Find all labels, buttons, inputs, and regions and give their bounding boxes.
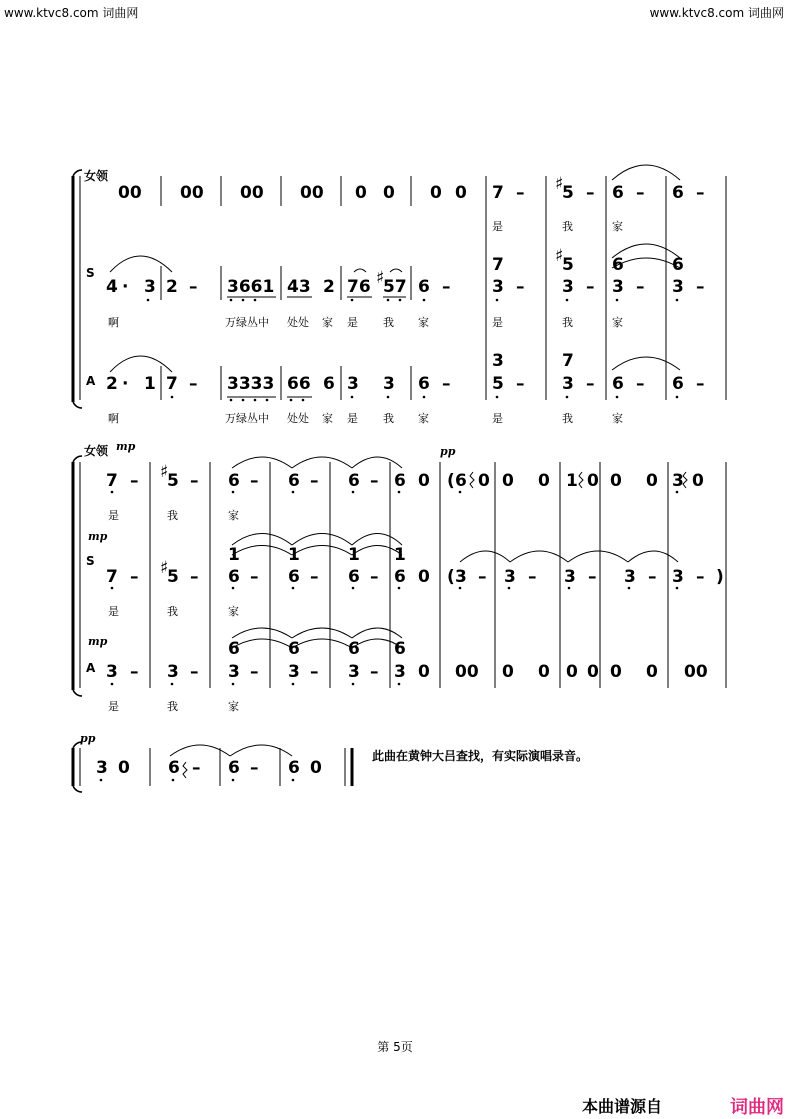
note: – <box>636 183 645 203</box>
note: 0 <box>587 662 599 682</box>
note: 5 <box>562 255 574 275</box>
note: 3 <box>672 471 684 491</box>
dynamic-mark: mp <box>116 440 136 453</box>
lyric: 万绿丛中 <box>225 316 269 329</box>
note: – <box>370 567 379 587</box>
dynamic-mark: mp <box>88 530 108 543</box>
note: 00 <box>455 662 479 682</box>
note: · <box>122 277 129 297</box>
note: 6 <box>418 374 430 394</box>
note: 00 <box>240 183 264 203</box>
sharp-sign: ♯ <box>160 462 169 482</box>
note: 2 <box>106 374 118 394</box>
lyric: 家 <box>228 605 239 618</box>
note: 6 <box>228 758 240 778</box>
note: 76 <box>347 277 371 297</box>
part-label-lead: 女领 <box>84 444 109 458</box>
note: – <box>648 567 657 587</box>
note: 1 <box>566 471 578 491</box>
note: – <box>528 567 537 587</box>
note: 1 <box>228 545 240 565</box>
note: 3 <box>144 277 156 297</box>
note: 7 <box>166 374 178 394</box>
note: 6 <box>612 374 624 394</box>
lyric: 是 <box>108 509 119 522</box>
note: 3 <box>612 277 624 297</box>
source-label: 本曲谱源自 <box>582 1097 663 1116</box>
lyric: 处处 <box>287 316 309 329</box>
note: – <box>189 277 198 297</box>
note: 6 <box>672 255 684 275</box>
note: – <box>636 277 645 297</box>
note: 3 <box>492 277 504 297</box>
note: 4 <box>106 277 118 297</box>
note: – <box>588 567 597 587</box>
note: – <box>310 662 319 682</box>
dynamic-mark: mp <box>88 635 108 648</box>
lyric: 我 <box>167 700 178 713</box>
note: 0 <box>646 471 658 491</box>
note: 43 <box>287 277 311 297</box>
note: 6 <box>612 183 624 203</box>
note: 7 <box>106 567 118 587</box>
note: 6 <box>394 471 406 491</box>
note: – <box>696 374 705 394</box>
lyric: 我 <box>562 220 573 233</box>
note: 3 <box>288 662 300 682</box>
note: – <box>190 567 199 587</box>
note: 3 <box>106 662 118 682</box>
sharp-sign: ♯ <box>555 174 564 194</box>
note: ) <box>716 567 724 587</box>
note: 66 <box>287 374 311 394</box>
system-3-text <box>80 732 588 778</box>
note: – <box>696 567 705 587</box>
note: 7 <box>492 255 504 275</box>
lyric: 我 <box>562 412 573 425</box>
note: 3 <box>672 277 684 297</box>
note: – <box>586 374 595 394</box>
note: ( <box>447 567 455 587</box>
note: – <box>636 374 645 394</box>
note: – <box>190 471 199 491</box>
note: 00 <box>118 183 142 203</box>
note: – <box>370 471 379 491</box>
note: – <box>250 758 259 778</box>
note: – <box>310 567 319 587</box>
note: 6 <box>228 471 240 491</box>
part-label-soprano: S <box>86 266 95 280</box>
note: 3661 <box>227 277 275 297</box>
note: – <box>442 277 451 297</box>
note: 0 <box>646 662 658 682</box>
lyric: 是 <box>347 412 358 425</box>
sharp-sign: ♯ <box>376 268 385 288</box>
lyric: 家 <box>612 316 623 329</box>
note: 1 <box>394 545 406 565</box>
note: 6 <box>418 277 430 297</box>
note: – <box>586 277 595 297</box>
note: – <box>442 374 451 394</box>
note: 0 <box>692 471 704 491</box>
note: 6 <box>228 639 240 659</box>
note: – <box>250 567 259 587</box>
note: 0 <box>383 183 395 203</box>
note: – <box>478 567 487 587</box>
note: 0 <box>418 662 430 682</box>
note: 5 <box>492 374 504 394</box>
note: 7 <box>492 183 504 203</box>
note: 0 <box>566 662 578 682</box>
note: 3 <box>383 374 395 394</box>
note: 0 <box>478 471 490 491</box>
lyric: 我 <box>562 316 573 329</box>
note: · <box>122 374 129 394</box>
note: 7 <box>562 351 574 371</box>
lyric: 是 <box>492 316 503 329</box>
lyric: 家 <box>322 316 333 329</box>
note: 0 <box>355 183 367 203</box>
note: 3 <box>348 662 360 682</box>
note: 6 <box>288 639 300 659</box>
note: – <box>250 662 259 682</box>
note: 6 <box>672 183 684 203</box>
note: 1 <box>288 545 300 565</box>
lyric: 处处 <box>287 412 309 425</box>
system-2-text <box>84 440 724 713</box>
note: – <box>586 183 595 203</box>
note: – <box>696 183 705 203</box>
part-label-soprano: S <box>86 554 95 568</box>
lyric: 我 <box>383 412 394 425</box>
note: 3 <box>562 374 574 394</box>
note: – <box>516 183 525 203</box>
sharp-sign: ♯ <box>160 558 169 578</box>
note: 6 <box>348 639 360 659</box>
note: 3 <box>562 277 574 297</box>
note: – <box>516 277 525 297</box>
note: 5 <box>167 567 179 587</box>
part-label-alto: A <box>86 661 96 675</box>
note: 3 <box>96 758 108 778</box>
lyric: 家 <box>228 700 239 713</box>
note: 0 <box>538 662 550 682</box>
note: 1 <box>144 374 156 394</box>
lyric: 家 <box>322 412 333 425</box>
lyric: 家 <box>228 509 239 522</box>
note: 5 <box>167 471 179 491</box>
lyric: 家 <box>418 412 429 425</box>
note: 3 <box>228 662 240 682</box>
note: 6 <box>288 567 300 587</box>
lyric: 是 <box>108 605 119 618</box>
note: 6 <box>323 374 335 394</box>
note: 3 <box>492 351 504 371</box>
note: 2 <box>323 277 335 297</box>
lyric: 我 <box>167 605 178 618</box>
note: 3 <box>347 374 359 394</box>
note: – <box>516 374 525 394</box>
note: 6 <box>612 255 624 275</box>
note: 6 <box>348 471 360 491</box>
note: 0 <box>610 471 622 491</box>
note: 6 <box>394 567 406 587</box>
note: 0 <box>538 471 550 491</box>
note: 3333 <box>227 374 275 394</box>
note: 1 <box>348 545 360 565</box>
note: 3 <box>167 662 179 682</box>
header-right-url: www.ktvc8.com 词曲网 <box>649 6 784 20</box>
octave-dots <box>100 299 679 782</box>
note: 0 <box>418 567 430 587</box>
note: 0 <box>418 471 430 491</box>
site-logo-text[interactable]: 词曲网 <box>730 1097 784 1118</box>
lyric: 家 <box>612 220 623 233</box>
note: – <box>696 277 705 297</box>
note: 6 <box>672 374 684 394</box>
note: 3 <box>672 567 684 587</box>
lyric: 家 <box>418 316 429 329</box>
note: 0 <box>430 183 442 203</box>
note: 0 <box>455 183 467 203</box>
note: – <box>130 471 139 491</box>
note: 6 <box>288 758 300 778</box>
note: 6 <box>394 639 406 659</box>
lyric: 家 <box>612 412 623 425</box>
note: 3 <box>504 567 516 587</box>
lyric: 是 <box>347 316 358 329</box>
lyric: 啊 <box>108 412 119 425</box>
note: 6 <box>455 471 467 491</box>
note: 7 <box>106 471 118 491</box>
note: 2 <box>166 277 178 297</box>
lyric: 我 <box>383 316 394 329</box>
note: – <box>370 662 379 682</box>
dynamic-mark: pp <box>440 445 456 458</box>
note: ( <box>447 471 455 491</box>
remark-text: 此曲在黄钟大吕查找，有实际演唱录音。 <box>372 749 589 763</box>
part-label-lead: 女领 <box>84 169 109 183</box>
note: 5 <box>562 183 574 203</box>
note: 0 <box>118 758 130 778</box>
system-1-text <box>84 168 705 425</box>
note: – <box>250 471 259 491</box>
lyric: 啊 <box>108 316 119 329</box>
note: – <box>192 758 201 778</box>
note: 0 <box>587 471 599 491</box>
note: 3 <box>564 567 576 587</box>
note: 6 <box>228 567 240 587</box>
lyric: 万绿丛中 <box>225 412 269 425</box>
dynamic-mark: pp <box>80 732 96 745</box>
note: 6 <box>288 471 300 491</box>
note: 00 <box>180 183 204 203</box>
note: 00 <box>300 183 324 203</box>
lyric: 我 <box>167 509 178 522</box>
note: 0 <box>610 662 622 682</box>
note: 0 <box>310 758 322 778</box>
sharp-sign: ♯ <box>555 246 564 266</box>
note: 3 <box>394 662 406 682</box>
note: 6 <box>348 567 360 587</box>
note: – <box>130 662 139 682</box>
note: – <box>190 662 199 682</box>
note: 3 <box>624 567 636 587</box>
lyric: 是 <box>108 700 119 713</box>
note: 3 <box>455 567 467 587</box>
note: – <box>189 374 198 394</box>
note: 0 <box>502 662 514 682</box>
note: – <box>310 471 319 491</box>
note: 00 <box>684 662 708 682</box>
note: 57 <box>383 277 407 297</box>
note: 6 <box>168 758 180 778</box>
note: 0 <box>502 471 514 491</box>
page-number: 第 5页 <box>377 1040 413 1054</box>
part-label-alto: A <box>86 374 96 388</box>
lyric: 是 <box>492 412 503 425</box>
lyric: 是 <box>492 220 503 233</box>
header-left-url: www.ktvc8.com 词曲网 <box>4 6 139 20</box>
note: – <box>130 567 139 587</box>
